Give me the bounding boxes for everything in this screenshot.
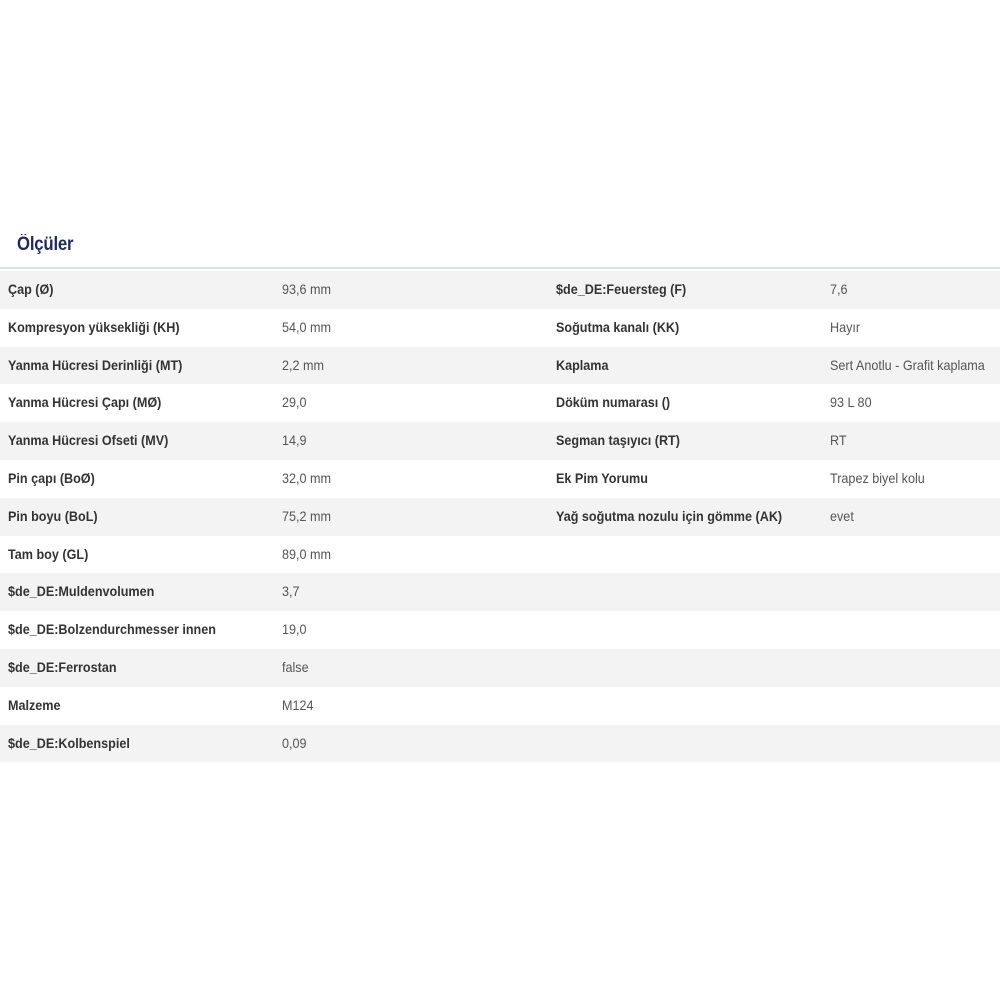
- spec-label: Tam boy (GL): [8, 545, 89, 562]
- table-row: [0, 611, 1000, 649]
- spec-label: Pin çapı (BoØ): [8, 469, 95, 486]
- spec-label: Kaplama: [556, 356, 609, 373]
- title-divider: [0, 267, 1000, 269]
- spec-value: 32,0 mm: [282, 469, 332, 486]
- spec-value: 3,7: [282, 583, 300, 600]
- table-row: [0, 573, 1000, 611]
- spec-value: false: [282, 658, 309, 675]
- spec-value: RT: [830, 432, 847, 449]
- spec-label: $de_DE:Kolbenspiel: [8, 734, 130, 751]
- spec-value: 0,09: [282, 734, 307, 751]
- spec-value: 7,6: [830, 281, 848, 297]
- spec-label: Pin boyu (BoL): [8, 507, 98, 524]
- spec-label: $de_DE:Bolzendurchmesser innen: [8, 621, 216, 638]
- spec-value: M124: [282, 696, 314, 713]
- spec-label: Yanma Hücresi Çapı (MØ): [8, 394, 162, 411]
- spec-value: Hayır: [830, 318, 861, 335]
- table-row: [0, 347, 1000, 385]
- spec-value: 93 L 80: [830, 394, 872, 411]
- spec-value: evet: [830, 507, 854, 524]
- spec-value: 14,9: [282, 432, 307, 449]
- spec-label: Yanma Hücresi Ofseti (MV): [8, 432, 169, 449]
- table-row: [0, 422, 1000, 460]
- spec-label: $de_DE:Ferrostan: [8, 658, 117, 675]
- table-row: [0, 309, 1000, 347]
- spec-label: Segman taşıyıcı (RT): [556, 432, 680, 449]
- spec-value: 54,0 mm: [282, 318, 332, 335]
- spec-value: Trapez biyel kolu: [830, 469, 925, 486]
- table-row: [0, 649, 1000, 687]
- table-row: [0, 460, 1000, 498]
- spec-value: 2,2 mm: [282, 356, 325, 373]
- spec-label: Soğutma kanalı (KK): [556, 318, 680, 335]
- spec-value: Sert Anotlu - Grafit kaplama: [830, 356, 985, 373]
- table-row: [0, 271, 1000, 309]
- spec-value: 93,6 mm: [282, 281, 332, 297]
- spec-label: $de_DE:Muldenvolumen: [8, 583, 155, 600]
- spec-label: Yağ soğutma nozulu için gömme (AK): [556, 507, 783, 524]
- table-row: [0, 498, 1000, 536]
- table-row: [0, 725, 1000, 763]
- spec-label: Malzeme: [8, 696, 61, 713]
- spec-value: 29,0: [282, 394, 307, 411]
- table-row: [0, 536, 1000, 574]
- spec-value: 75,2 mm: [282, 507, 332, 524]
- spec-label: Ek Pim Yorumu: [556, 469, 648, 486]
- spec-label: Kompresyon yüksekliği (KH): [8, 318, 180, 335]
- spec-label: Yanma Hücresi Derinliği (MT): [8, 356, 183, 373]
- spec-value: 89,0 mm: [282, 545, 332, 562]
- table-row: [0, 384, 1000, 422]
- table-row: [0, 687, 1000, 725]
- section-title: Ölçüler: [17, 234, 74, 255]
- specs-table: [0, 271, 1000, 762]
- spec-label: Döküm numarası (): [556, 394, 671, 411]
- spec-value: 19,0: [282, 621, 307, 638]
- spec-label: Çap (Ø): [8, 281, 54, 297]
- spec-label: $de_DE:Feuersteg (F): [556, 281, 687, 297]
